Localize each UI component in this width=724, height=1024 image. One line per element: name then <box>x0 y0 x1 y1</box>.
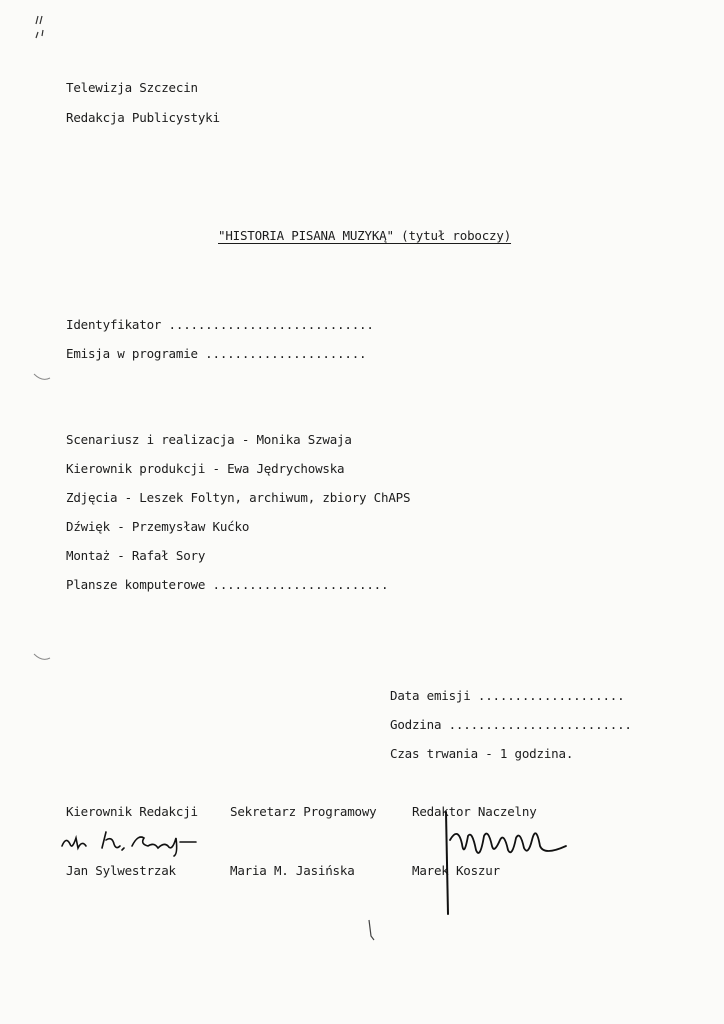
identifier-field: Identyfikator ............................ <box>66 317 374 332</box>
signatory-name: Jan Sylwestrzak <box>66 863 176 878</box>
handwritten-signature <box>436 810 576 920</box>
signatory-role: Redaktor Naczelny <box>412 804 537 819</box>
credit-graphics: Plansze komputerowe ........................ <box>66 577 389 592</box>
broadcast-duration: Czas trwania - 1 godzina. <box>390 746 574 761</box>
pen-tick-mark <box>366 918 378 942</box>
credit-photography: Zdjęcia - Leszek Foltyn, archiwum, zbiory ChAPS <box>66 490 411 505</box>
broadcast-field: Emisja w programie ...................... <box>66 346 367 361</box>
document-title: "HISTORIA PISANA MUZYKĄ" (tytuł roboczy) <box>218 228 512 243</box>
signatory-name: Marek Koszur <box>412 863 500 878</box>
handwritten-signature <box>58 824 208 860</box>
credit-production-manager: Kierownik produkcji - Ewa Jędrychowska <box>66 461 345 476</box>
credit-sound: Dźwięk - Przemysław Kućko <box>66 519 250 534</box>
broadcast-date: Data emisji .................... <box>390 688 625 703</box>
credit-script: Scenariusz i realizacja - Monika Szwaja <box>66 432 352 447</box>
signatory-name: Maria M. Jasińska <box>230 863 355 878</box>
station-name: Telewizja Szczecin <box>66 80 198 95</box>
broadcast-time: Godzina ......................... <box>390 717 632 732</box>
punch-hole-mark <box>32 370 52 386</box>
corner-scribble <box>30 12 60 42</box>
department-name: Redakcja Publicystyki <box>66 110 220 125</box>
signatory-role: Kierownik Redakcji <box>66 804 198 819</box>
signatory-role: Sekretarz Programowy <box>230 804 377 819</box>
punch-hole-mark <box>32 650 52 666</box>
credit-editing: Montaż - Rafał Sory <box>66 548 206 563</box>
